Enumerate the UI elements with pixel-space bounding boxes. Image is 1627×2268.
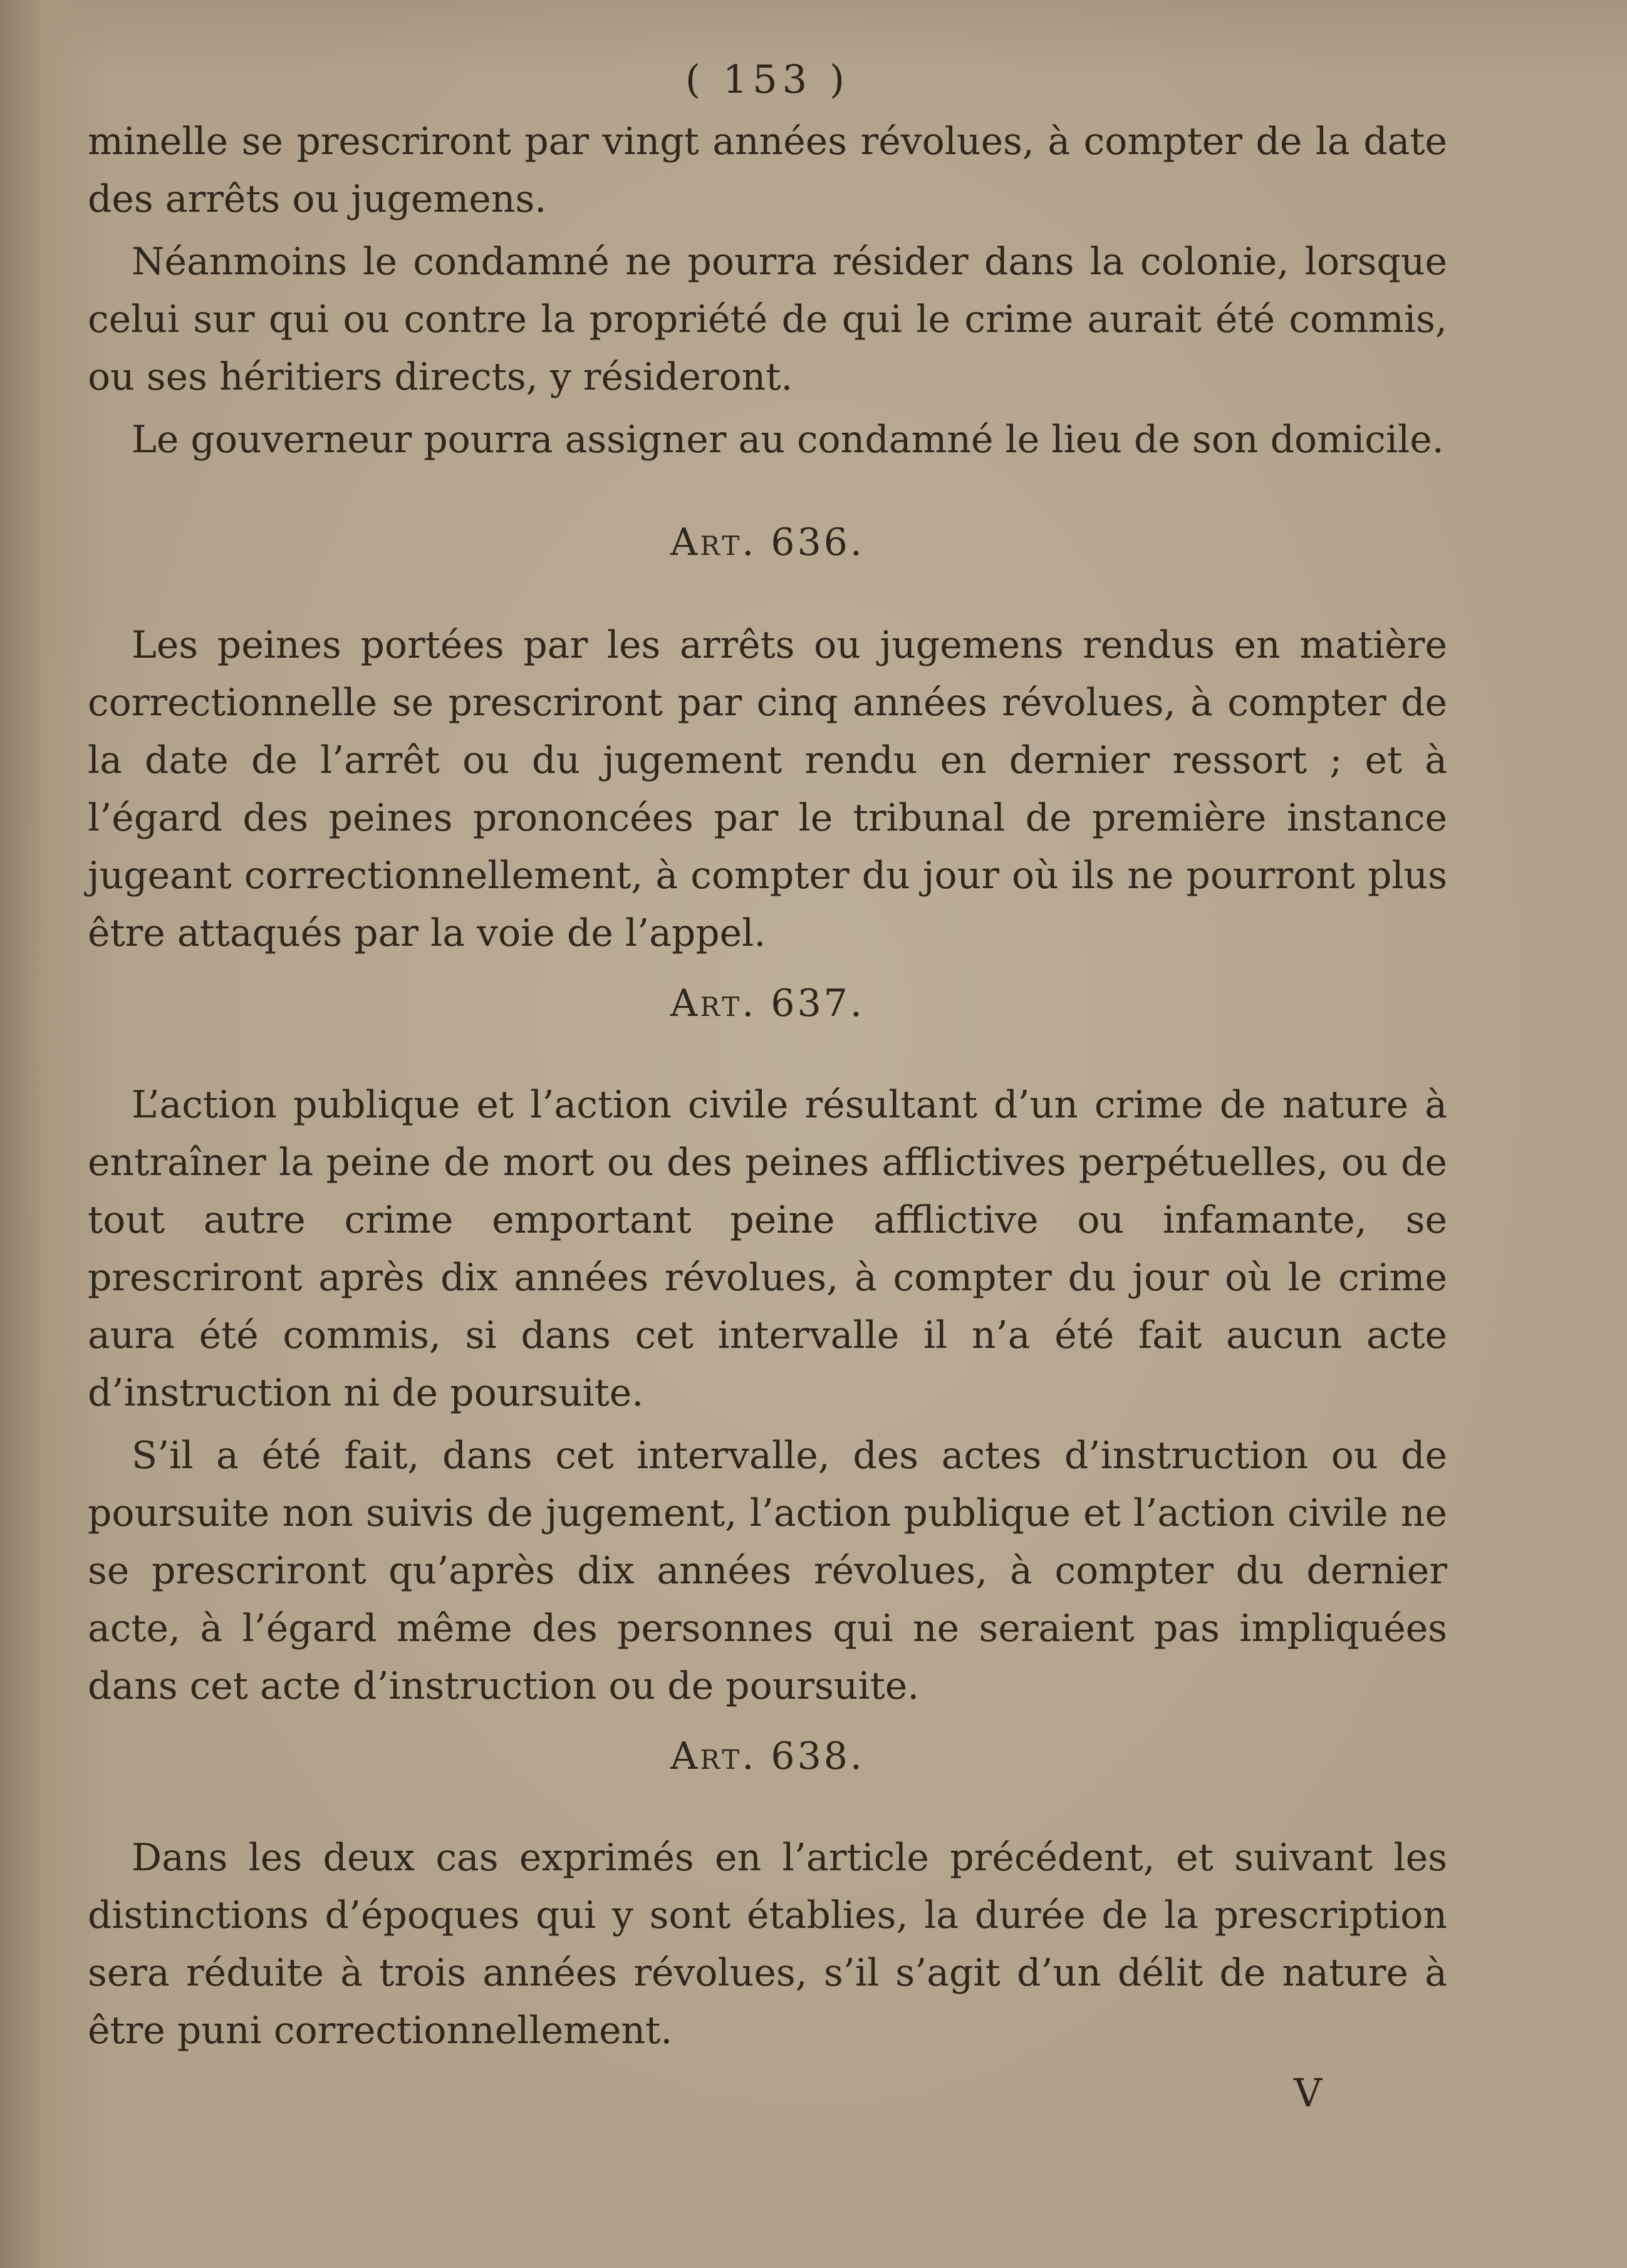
page-number: ( 153 ) — [685, 56, 850, 102]
article-637-heading: Art. 637. — [670, 981, 865, 1025]
article-636-text: Les peines portées par les arrêts ou jugemens rendus en matière correctionnelle se prescriront par cinq années révolues, à compter de la date de l’arrêt ou du jugement rendu en dernier ressort ; et à l’égard des peines prononcées par le tribunal de première instance jugeant correctionnellement, à compter du jour où ils ne pourront plus être attaqués par la voie de l’appel. — [88, 623, 1447, 955]
article-636-heading: Art. 636. — [670, 520, 865, 564]
signature-mark: V — [1294, 2070, 1322, 2116]
article-637-text-1: L’action publique et l’action civile résultant d’un crime de nature à entraîner la peine de mort ou des peines afflictives perpétuelles, ou de tout autre crime emportant peine afflictive ou infamante, se prescriront après dix années révolues, à compter du jour où le crime aura été commis, si dans cet intervalle il n’a été fait aucun acte d’instruction ni de poursuite. — [88, 1083, 1447, 1415]
page-body — [88, 113, 1447, 2059]
article-638-heading: Art. 638. — [670, 1734, 865, 1778]
paragraph-residence: Néanmoins le condamné ne pourra résider dans la colonie, lorsque celui sur qui ou contre la propriété de qui le crime aurait été commis, ou ses héritiers directs, y résideront. — [88, 240, 1447, 399]
paragraph-domicile: Le gouverneur pourra assigner au condamné le lieu de son domicile. — [132, 418, 1444, 462]
paragraph-continuation: minelle se prescriront par vingt années révolues, à compter de la date des arrêts ou jugemens. — [88, 120, 1447, 221]
article-638-text: Dans les deux cas exprimés en l’article précédent, et suivant les distinctions d’époques qui y sont établies, la durée de la prescription sera réduite à trois années révolues, s’il s’agit d’un délit de nature à être puni correctionnellement. — [88, 1836, 1447, 2053]
article-637-text-2: S’il a été fait, dans cet intervalle, des actes d’instruction ou de poursuite non suivis de jugement, l’action publique et l’action civile ne se prescriront qu’après dix années révolues, à compter du dernier acte, à l’égard même des personnes qui ne seraient pas impliquées dans cet acte d’instruction ou de poursuite. — [88, 1434, 1447, 1708]
book-page — [88, 38, 1447, 2192]
